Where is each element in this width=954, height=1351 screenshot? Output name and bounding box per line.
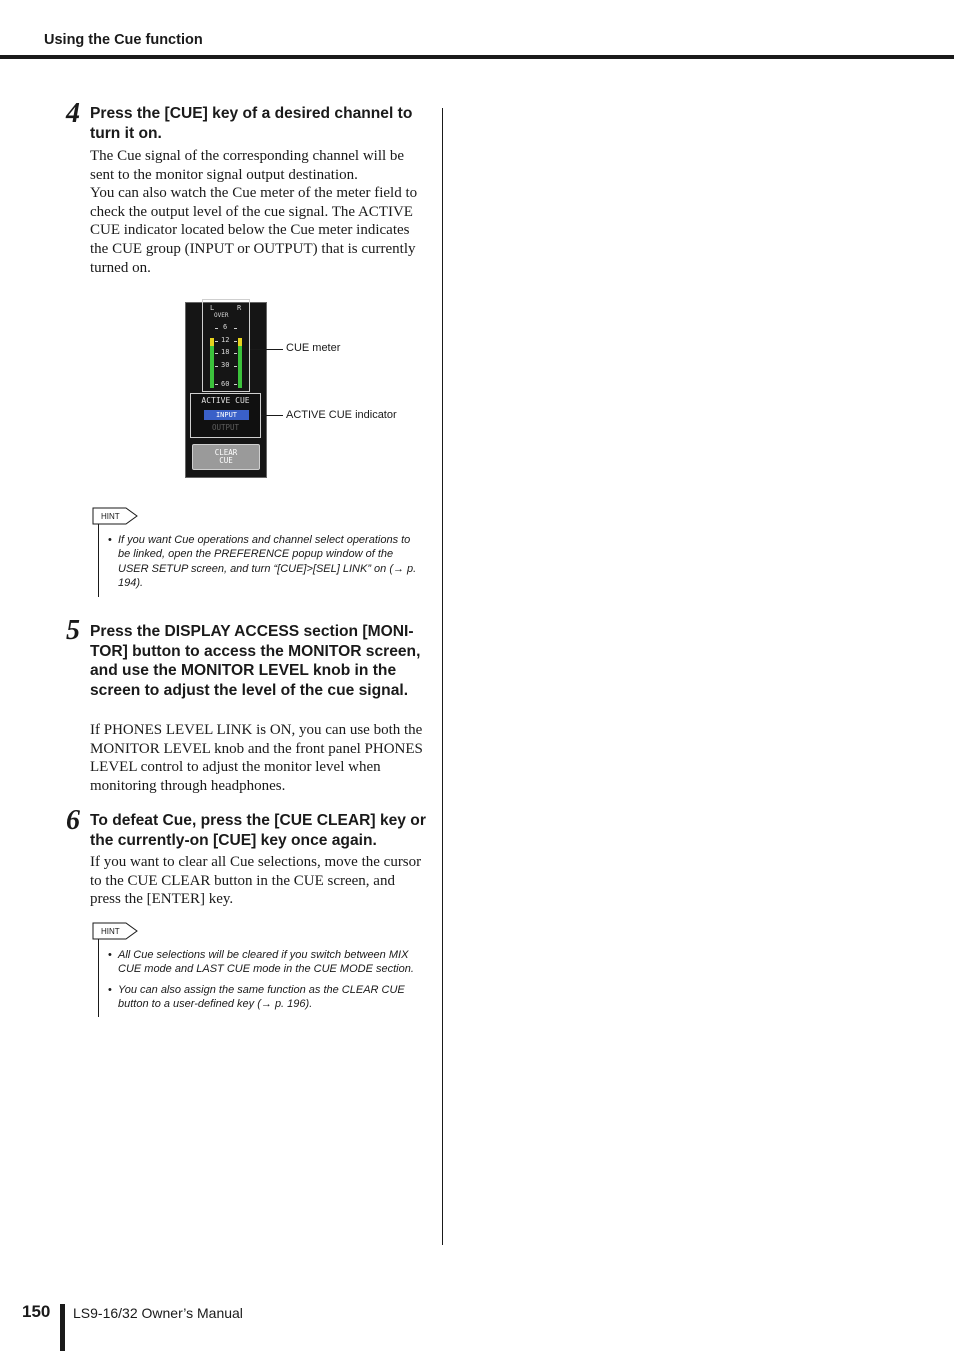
output-indicator: OUTPUT [211, 423, 240, 432]
meter-scale-60: 60 [221, 380, 230, 388]
step-heading-5: Press the DISPLAY ACCESS section [MONI-TOR] button to access the MONITOR screen, and use the MONITOR LEVEL knob in the screen to adjust the level of the cue signal. [90, 623, 421, 699]
meter-tick [215, 328, 218, 329]
callout-active-cue: ACTIVE CUE indicator [286, 409, 397, 421]
paragraph: If you want to clear all Cue selections, move the cursor to the CUE CLEAR button in the CUE screen, and press the [ENTER] key. [90, 854, 422, 908]
step-heading-6: To defeat Cue, press the [CUE CLEAR] key or the currently-on [CUE] key once again. [90, 812, 426, 849]
meter-left-label: L [210, 304, 215, 312]
hint-rule [98, 939, 99, 1017]
meter-tick [215, 366, 218, 367]
hint-text-1 [108, 533, 424, 597]
step-body-5 [90, 721, 426, 795]
footer-bar [60, 1304, 65, 1351]
hint-item: • You can also assign the same function as the CLEAR CUE button to a user-defined key (→ p. 196). [108, 983, 405, 1011]
callout-line-meter [250, 349, 283, 350]
clear-cue-button [192, 444, 260, 470]
column-divider [442, 108, 443, 1245]
step-number-4: 4 [66, 98, 80, 129]
meter-scale-6: 6 [223, 323, 228, 331]
meter-tick [234, 366, 237, 367]
meter-tick [215, 384, 218, 385]
meter-tick [234, 353, 237, 354]
meter-scale-30: 30 [221, 361, 230, 369]
clear-cue-line1: CLEAR [214, 448, 238, 457]
hint-icon [92, 918, 140, 944]
step-number-5: 5 [66, 615, 80, 646]
meter-tick [215, 353, 218, 354]
header-rule [0, 55, 954, 59]
hint-label: HINT [101, 512, 120, 521]
meter-tick [215, 341, 218, 342]
running-header: Using the Cue function [44, 32, 203, 48]
active-cue-title: ACTIVE CUE [201, 396, 250, 405]
meter-scale-over: OVER [214, 312, 229, 319]
paragraph: The Cue signal of the corresponding channel will be sent to the monitor signal output destination. [90, 148, 405, 183]
meter-tick [234, 384, 237, 385]
meter-tick [234, 341, 237, 342]
step-body-6 [90, 853, 426, 909]
active-cue-indicator [190, 393, 261, 438]
callout-line-active [261, 415, 283, 416]
hint-icon [92, 503, 140, 529]
meter-bar-right-yellow [238, 338, 242, 346]
step-body-4 [90, 147, 426, 277]
page-number: 150 [22, 1302, 51, 1321]
paragraph: If PHONES LEVEL LINK is ON, you can use both the MONITOR LEVEL knob and the front panel PHONES LEVEL control to adjust the monitor level when monitoring through headphones. [90, 722, 423, 794]
meter-scale-12: 12 [221, 336, 230, 344]
hint-label: HINT [101, 927, 120, 936]
input-indicator: INPUT [204, 410, 249, 420]
meter-scale-18: 18 [221, 348, 230, 356]
hint-item: • All Cue selections will be cleared if you switch between MIX CUE mode and LAST CUE mode in the CUE MODE section. [108, 949, 414, 976]
paragraph: You can also watch the Cue meter of the meter field to check the output level of the cue signal. The ACTIVE CUE indicator located below the Cue meter indicates the CUE group (INPUT or OUTPUT) that is currently turned on. [90, 185, 418, 276]
hint-item: • If you want Cue operations and channel select operations to be linked, open the PREFERENCE popup window of the USER SETUP screen, and turn “[CUE]>[SEL] LINK” on (→ p. 194). [108, 534, 417, 590]
hint-text-2 [108, 948, 424, 1018]
step-heading-4: Press the [CUE] key of a desired channel to turn it on. [90, 105, 413, 142]
step-number-6: 6 [66, 805, 80, 836]
hint-rule [98, 524, 99, 597]
callout-cue-meter: CUE meter [286, 342, 341, 354]
meter-right-label: R [237, 304, 242, 312]
meter-tick [234, 328, 237, 329]
meter-bar-right-green [238, 346, 242, 388]
meter-bar-left-yellow [210, 338, 214, 346]
meter-bar-left-green [210, 346, 214, 388]
clear-cue-line2: CUE [219, 456, 233, 465]
manual-title: LS9-16/32 Owner’s Manual [73, 1305, 243, 1321]
